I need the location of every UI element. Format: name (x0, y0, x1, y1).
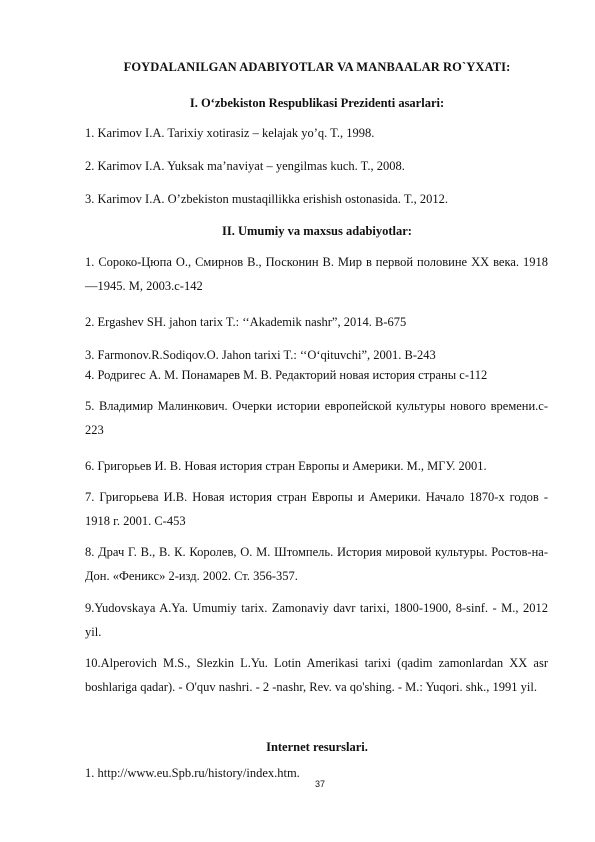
section-heading-general-literature: II. Umumiy va maxsus adabiyotlar: (222, 224, 412, 238)
reference-item: 6. Григорьев И. В. Новая история стран Европы и Америки. М., МГУ. 2001. (85, 459, 487, 473)
reference-item: 2. Karimov I.A. Yuksak ma’naviyat – yengilmas kuch. T., 2008. (85, 159, 405, 173)
reference-item: 1. Сороко-Цюпа О., Смирнов В., Посконин В. Мир в первой половине XX века. 1918—1945. М, 2003.c-142 (85, 255, 548, 293)
page-title: FOYDALANILGAN ADABIYOTLAR VA MANBAALAR RO`YXATI: (123, 60, 511, 74)
reference-item: 10.Alperovich M.S., Slezkin L.Yu. Lotin Amerikasi tarixi (qadim zamonlardan XX asr boshlariga qadar). - O'quv nashri. - 2 -nashr, Rev. va qo'shing. - M.: Yuqori. shk., 1991 yil. (85, 656, 548, 694)
reference-item: 4. Родригес А. М. Понамарев М. В. Редакторий новая история страны с-112 (85, 368, 488, 382)
reference-item: 5. Владимир Малинкович. Очерки истории европейской культуры нового времени.c-223 (85, 399, 548, 437)
reference-item: 9.Yudovskaya A.Ya. Umumiy tarix. Zamonaviy davr tarixi, 1800-1900, 8-sinf. - M., 2012 yil. (85, 601, 548, 639)
section-heading-internet-resources: Internet resurslari. (266, 740, 368, 754)
reference-item: 3. Karimov I.A. O’zbekiston mustaqillikka erishish ostonasida. T., 2012. (85, 192, 449, 206)
reference-item: 1. Karimov I.A. Tarixiy xotirasiz – kelajak yo’q. T., 1998. (85, 126, 375, 140)
reference-item: 3. Farmonov.R.Sodiqov.O. Jahon tarixi T.: ‘‘O‘qituvchi”, 2001. B-243 (85, 348, 436, 362)
reference-item: 8. Драч Г. В., В. К. Королев, О. М. Штомпель. История мировой культуры. Ростов-на-Дон. «Феникс» 2-изд. 2002. Ст. 356-357. (85, 545, 548, 583)
section-heading-president-works: I. O‘zbekiston Respublikasi Prezidenti asarlari: (189, 96, 445, 110)
reference-item: 7. Григорьева И.В. Новая история стран Европы и Америки. Начало 1870-х годов - 1918 г. 2001. С-453 (85, 490, 548, 528)
page-number: 37 (314, 779, 325, 789)
reference-item: 2. Ergashev SH. jahon tarix T.: ‘‘Akademik nashr”, 2014. B-675 (85, 315, 407, 329)
reference-item: 1. http://www.eu.Spb.ru/history/index.htm. (85, 766, 300, 780)
